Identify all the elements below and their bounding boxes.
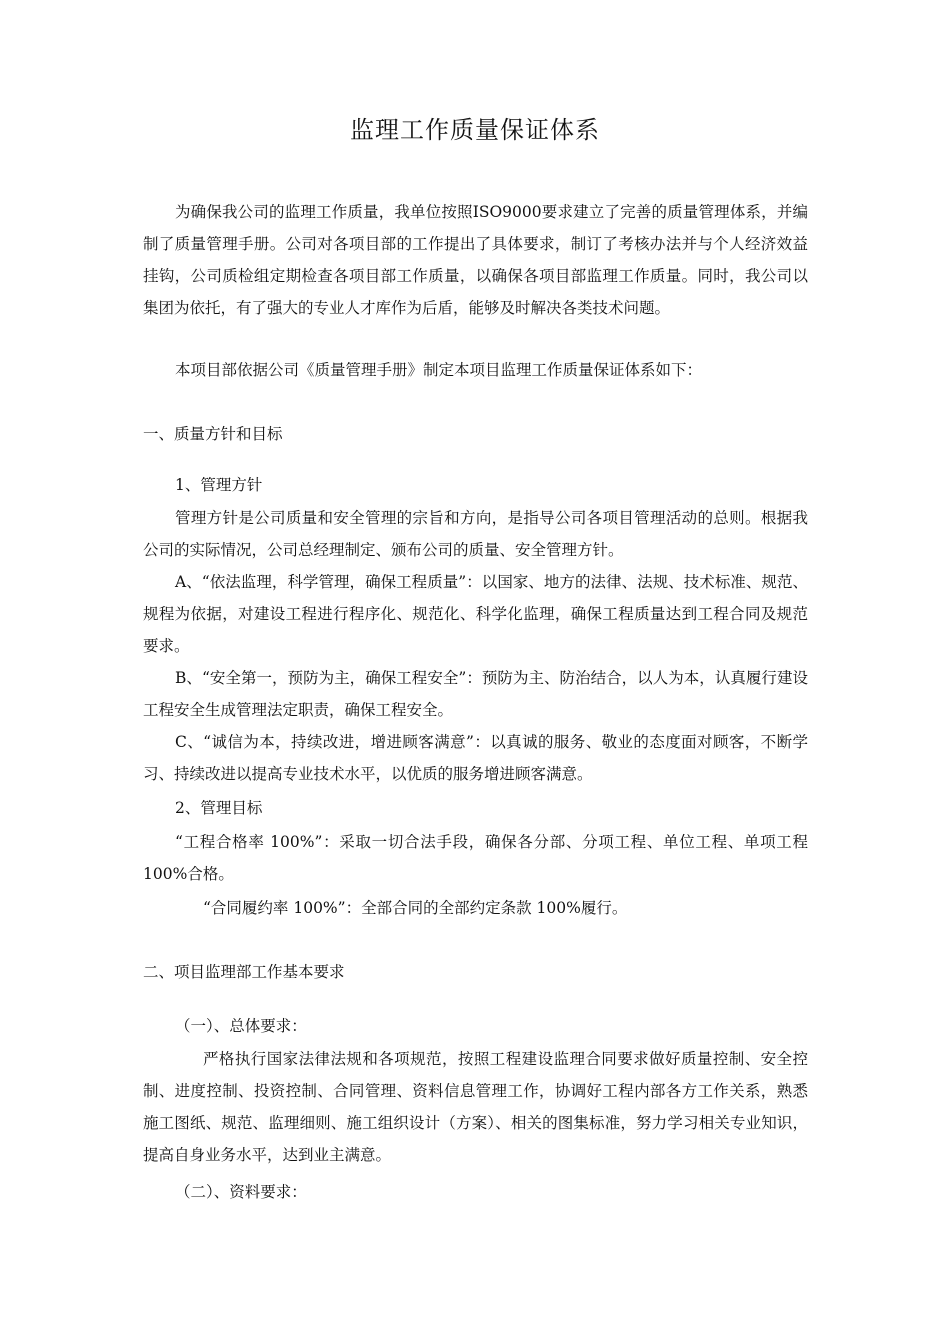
overall-requirements-paragraph: 严格执行国家法律法规和各项规范，按照工程建设监理合同要求做好质量控制、安全控制、进度控制、投资控制、合同管理、资料信息管理工作，协调好工程内部各方工作关系，熟悉施工图纸、规范、监理细则、施工组织设计（方案）、相关的图集标准，努力学习相关专业知识，提高自身业务水平，达到业主满意。 bbox=[143, 1050, 808, 1164]
policy-item-b: B、“安全第一，预防为主，确保工程安全”：预防为主、防治结合，以人为本，认真履行建设工程安全生成管理法定职责，确保工程安全。 bbox=[143, 669, 808, 719]
section-heading-2 bbox=[143, 956, 808, 989]
subsection-heading-overall: （一）、总体要求： bbox=[175, 1017, 307, 1035]
subsection-heading-goals: 2、管理目标 bbox=[175, 799, 263, 817]
subsection-heading-policy: 1、管理方针 bbox=[175, 476, 263, 494]
section-heading-1-text: 一、质量方针和目标 bbox=[143, 425, 283, 443]
intro-paragraph: 为确保我公司的监理工作质量，我单位按照ISO9000要求建立了完善的质量管理体系，并编制了质量管理手册。公司对各项目部的工作提出了具体要求，制订了考核办法并与个人经济效益挂钩，公司质检组定期检查各项目部工作质量，以确保各项目部监理工作质量。同时，我公司以集团为依托，有了强大的专业人才库作为后盾，能够及时解决各类技术问题。 bbox=[143, 203, 808, 317]
policy-paragraph: 管理方针是公司质量和安全管理的宗旨和方向，是指导公司各项目管理活动的总则。根据我公司的实际情况，公司总经理制定、颁布公司的质量、安全管理方针。 bbox=[143, 509, 808, 559]
intro-statement: 本项目部依据公司《质量管理手册》制定本项目监理工作质量保证体系如下： bbox=[175, 361, 703, 379]
subsection-heading-documents: （二）、资料要求： bbox=[175, 1183, 307, 1201]
policy-item-c: C、“诚信为本，持续改进，增进顾客满意”：以真诚的服务、敬业的态度面对顾客，不断学习、持续改进以提高专业技术水平，以优质的服务增进顾客满意。 bbox=[143, 733, 808, 783]
policy-item-a: A、“依法监理，科学管理，确保工程质量”：以国家、地方的法律、法规、技术标准、规范、规程为依据，对建设工程进行程序化、规范化、科学化监理，确保工程质量达到工程合同及规范要求。 bbox=[143, 573, 808, 655]
goal-contract-rate: “合同履约率 100%”：全部合同的全部约定条款 100%履行。 bbox=[203, 899, 628, 917]
section-heading-1 bbox=[143, 418, 808, 451]
goal-qualification-rate: “工程合格率 100%”：采取一切合法手段，确保各分部、分项工程、单位工程、单项工程 100%合格。 bbox=[143, 833, 808, 883]
page-title: 监理工作质量保证体系 bbox=[350, 116, 600, 144]
section-heading-2-text: 二、项目监理部工作基本要求 bbox=[143, 963, 345, 981]
